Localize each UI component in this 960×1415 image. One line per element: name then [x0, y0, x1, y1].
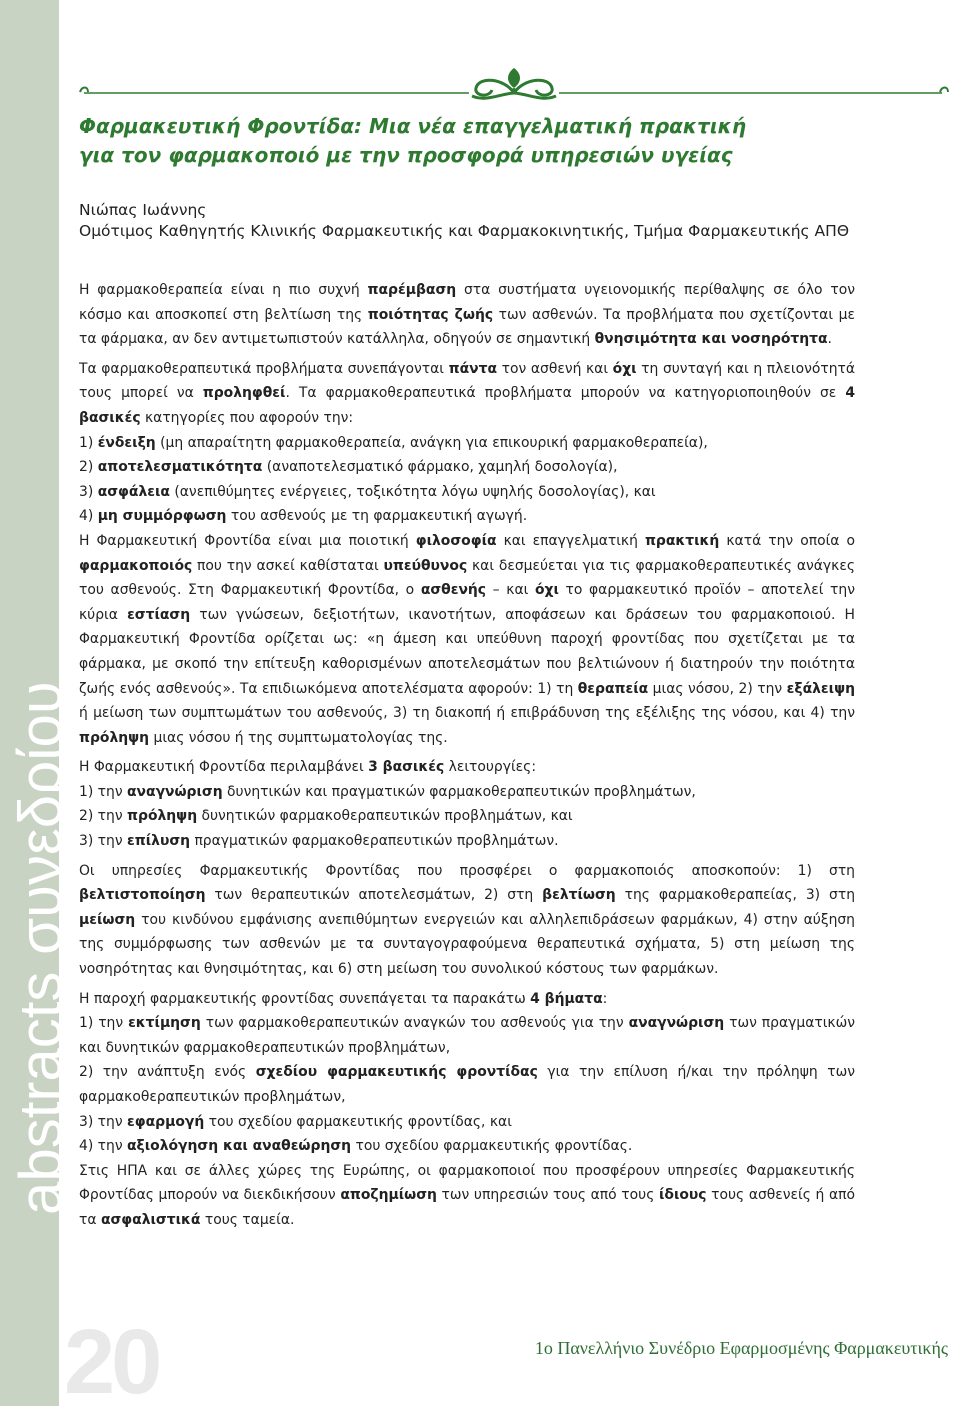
body-text: Η Φαρμακευτική Φροντίδα περιλαμβάνει [79, 759, 369, 776]
body-text: Οι υπηρεσίες Φαρμακευτικής Φροντίδας που προσφέρει ο φαρμακοποιός αποσκοπούν: 1) στη [79, 862, 855, 879]
title-line-2: για τον φαρμακοποιό με την προσφορά υπηρεσιών υγείας [79, 143, 733, 167]
body-text: Η φαρμακοθεραπεία είναι η πιο συχνή [79, 282, 368, 298]
paragraph-definition [79, 529, 855, 750]
emphasis-text: όχι [612, 360, 637, 377]
body-text: 2) την [79, 808, 128, 825]
page-number: 20 [64, 1311, 159, 1413]
body-text: – και [486, 582, 535, 599]
emphasis-text: πρόληψη [127, 808, 198, 825]
body-text: τη συνταγή και η πλειονότητά τους μπορεί να [79, 360, 856, 402]
paragraph-problems [79, 357, 855, 431]
emphasis-text: πάντα [448, 360, 498, 377]
body-text: Τα φαρμακοθεραπευτικά προβλήματα συνεπάγονται [79, 360, 449, 377]
body-text: που την ασκεί καθίσταται [192, 557, 384, 574]
body-text: των υπηρεσιών τους από τους [436, 1187, 659, 1204]
emphasis-text: θνησιμότητα και νοσηρότητα [594, 331, 828, 348]
body-text: 2) [79, 459, 98, 476]
body-text: στα συστήματα υγειονομικής περίθαλψης σε όλο τον κόσμο και αποσκοπεί στη βελτίωση της [79, 282, 855, 323]
list-item [79, 480, 855, 505]
emphasis-text: βελτιστοποίηση [79, 887, 206, 904]
body-text: . [827, 331, 832, 348]
emphasis-text: μείωση [79, 911, 136, 928]
emphasis-text: 4 βασικές [79, 385, 855, 426]
body-text: δυνητικών φαρμακοθεραπευτικών προβλημάτων, και [197, 808, 573, 825]
list-item [79, 829, 855, 854]
body-text: του σχεδίου φαρμακευτικής φροντίδας. [351, 1138, 633, 1155]
body-text: . Τα φαρμακοθεραπευτικά προβλήματα μπορούν να κατηγοριοποιηθούν σε [285, 385, 846, 402]
body-text: 2) την ανάπτυξη ενός [79, 1064, 256, 1081]
body-text: 4) [79, 508, 98, 525]
list-item [79, 431, 855, 456]
emphasis-text: εφαρμογή [127, 1113, 205, 1130]
body-text: : [602, 990, 608, 1007]
body-text: 1) [79, 434, 98, 451]
body-text: ή μείωση των συμπτωμάτων του ασθενούς, 3) τη διακοπή ή επιβράδυνση της εξέλιξης της νόσου, και 4) την [79, 705, 855, 722]
body-text: (αναποτελεσματικό φάρμακο, χαμηλή δοσολογία), [262, 459, 618, 476]
list-item [79, 780, 855, 805]
emphasis-text: πρόληψη [79, 729, 150, 746]
title-line-1: Φαρμακευτική Φροντίδα: Μια νέα επαγγελματική πρακτική [79, 114, 747, 138]
author-block [79, 200, 855, 242]
emphasis-text: ασφάλεια [97, 483, 170, 500]
emphasis-text: αξιολόγηση και αναθεώρηση [127, 1138, 352, 1155]
body-text: τους ασθενείς ή από τα [79, 1187, 855, 1228]
body-text: του ασθενούς με τη φαρμακευτική αγωγή. [226, 508, 528, 525]
emphasis-text: αποζημίωση [340, 1187, 437, 1204]
body-text: κατηγορίες που αφορούν την: [140, 409, 354, 426]
list-item [79, 1134, 855, 1159]
body-text: της φαρμακοθεραπείας, 3) στη [615, 887, 855, 904]
body-text: το φαρμακευτικό προϊόν – αποτελεί την κύρια [79, 582, 855, 623]
article-body [79, 278, 855, 1233]
body-text: τους ταμεία. [200, 1211, 295, 1228]
emphasis-text: 4 βήματα [530, 990, 603, 1007]
body-text: μιας νόσου ή της συμπτωματολογίας της. [149, 729, 448, 746]
body-text: τον ασθενή και [497, 360, 613, 377]
sidebar-label: abstracts συνεδρίου [7, 681, 74, 1215]
paragraph-intro [79, 278, 855, 352]
body-text: και επαγγελματική [496, 532, 645, 549]
emphasis-text: εστίαση [127, 606, 191, 623]
body-text: δυνητικών και πραγματικών φαρμακοθεραπευτικών προβλημάτων, [222, 783, 696, 800]
paragraph-steps [79, 987, 855, 1012]
emphasis-text: ένδειξη [97, 434, 156, 451]
emphasis-text: βελτίωση [542, 887, 616, 904]
emphasis-text: θεραπεία [577, 680, 649, 697]
body-text: των πραγματικών και δυνητικών φαρμακοθεραπευτικών προβλημάτων, [79, 1015, 855, 1056]
body-text: Η παροχή φαρμακευτικής φροντίδας συνεπάγεται τα παρακάτω [79, 990, 531, 1007]
body-text: του κινδύνου εμφάνισης ανεπιθύμητων ενεργειών και αλληλεπιδράσεων φαρμάκων, 4) στην αύξηση της συμμόρφωσης των ασθενών με τα συνταγογραφούμενα θεραπευτικά σχήματα, 5) στη μείωση της νοσηρότητας και θνησιμότητας, και 6) στη μείωση του συνολικού κόστους των φαρμάκων. [79, 911, 855, 978]
emphasis-text: μη συμμόρφωση [97, 508, 227, 525]
list-item [79, 1060, 855, 1109]
body-text: μιας νόσου, 2) την [648, 680, 787, 697]
body-text: Στις ΗΠΑ και σε άλλες χώρες της Ευρώπης, οι φαρμακοποιοί που προσφέρουν υπηρεσίες Φαρμακευτικής Φροντίδας μπορούν να διεκδικήσουν [79, 1162, 855, 1204]
emphasis-text: ασθενής [420, 582, 487, 599]
body-text: 1) την [79, 1015, 129, 1032]
emphasis-text: όχι [534, 582, 559, 599]
body-text: του σχεδίου φαρμακευτικής φροντίδας, και [204, 1113, 512, 1130]
body-text: των ασθενών. Τα προβλήματα που σχετίζονται με τα φάρμακα, αν δεν αντιμετωπιστούν κατάλληλα, οδηγούν σε σημαντική [79, 306, 855, 348]
list-item [79, 804, 855, 829]
body-text: 1) την [79, 783, 128, 800]
emphasis-text: εκτίμηση [128, 1015, 201, 1032]
body-text: και δεσμεύεται για τις φαρμακοθεραπευτικές ανάγκες του ασθενούς. Στη Φαρμακευτική Φροντίδα, ο [79, 557, 856, 599]
paragraph-functions [79, 755, 855, 780]
body-text: 3) [79, 483, 98, 500]
emphasis-text: αποτελεσματικότητα [97, 459, 263, 476]
sidebar-band [0, 0, 74, 1406]
emphasis-text: φιλοσοφία [415, 532, 497, 549]
paragraph-reimbursement [79, 1159, 855, 1233]
body-text: 3) την [79, 833, 128, 850]
emphasis-text: αναγνώριση [127, 783, 223, 800]
body-text: (ανεπιθύμητες ενέργειες, τοξικότητα λόγω υψηλής δοσολογίας), και [169, 483, 656, 500]
footer-conference-title: 1ο Πανελλήνιο Συνέδριο Εφαρμοσμένης Φαρμακευτικής [534, 1338, 948, 1358]
article-title [79, 112, 855, 170]
body-text: των γνώσεων, δεξιοτήτων, ικανοτήτων, αποφάσεων και δράσεων του φαρμακοποιού. Η Φαρμακευτική Φροντίδα ορίζεται ως: «η άμεση και υπεύθυνη παροχή φροντίδας που σχετίζεται με τα φάρμακα, με σκοπό την επίτευξη καθορισμένων αποτελεσμάτων που βελτιώνουν ή διατηρούν την ποιότητα ζωής ενός ασθενούς». Τα επιδιωκόμενα αποτελέσματα αφορούν: 1) τη [79, 606, 855, 697]
emphasis-text: ασφαλιστικά [100, 1211, 201, 1228]
emphasis-text: φαρμακοποιός [79, 557, 193, 574]
body-text: κατά την οποία ο [719, 532, 855, 549]
list-item [79, 504, 855, 529]
list-item [79, 1110, 855, 1135]
emphasis-text: προληφθεί [202, 385, 286, 402]
body-text: πραγματικών φαρμακοθεραπευτικών προβλημάτων. [190, 833, 559, 850]
body-text: 4) την [79, 1138, 128, 1155]
body-text: Η Φαρμακευτική Φροντίδα είναι μια ποιοτική [79, 532, 416, 549]
body-text: λειτουργίες: [444, 759, 537, 776]
list-item [79, 455, 855, 480]
emphasis-text: επίλυση [127, 833, 191, 850]
body-text: των φαρμακοθεραπευτικών αναγκών του ασθενούς για την [200, 1015, 629, 1032]
emphasis-text: 3 βασικές [368, 759, 445, 776]
paragraph-services [79, 859, 855, 982]
emphasis-text: αναγνώριση [628, 1015, 725, 1032]
emphasis-text: σχεδίου φαρμακευτικής φροντίδας [255, 1064, 538, 1081]
article [79, 112, 855, 1233]
author-affiliation: Ομότιμος Καθηγητής Κλινικής Φαρμακευτικής και Φαρμακοκινητικής, Τμήμα Φαρμακευτικής ΑΠΘ [79, 222, 850, 240]
author-name: Νιώπας Ιωάννης [79, 201, 207, 219]
emphasis-text: εξάλειψη [786, 680, 855, 697]
body-text: για την επίλυση ή/και την πρόληψη των φαρμακοθεραπευτικών προβλημάτων, [79, 1064, 855, 1105]
ornament-divider [74, 64, 954, 104]
emphasis-text: παρέμβαση [367, 282, 457, 298]
emphasis-text: ίδιους [658, 1187, 707, 1204]
list-item [79, 1011, 855, 1060]
body-text: 3) την [79, 1113, 128, 1130]
body-text: (μη απαραίτητη φαρμακοθεραπεία, ανάγκη για επικουρική φαρμακοθεραπεία), [155, 434, 708, 451]
emphasis-text: υπεύθυνος [383, 557, 468, 574]
emphasis-text: ποιότητας ζωής [367, 306, 494, 323]
emphasis-text: πρακτική [644, 532, 720, 549]
body-text: των θεραπευτικών αποτελεσμάτων, 2) στη [205, 887, 543, 904]
